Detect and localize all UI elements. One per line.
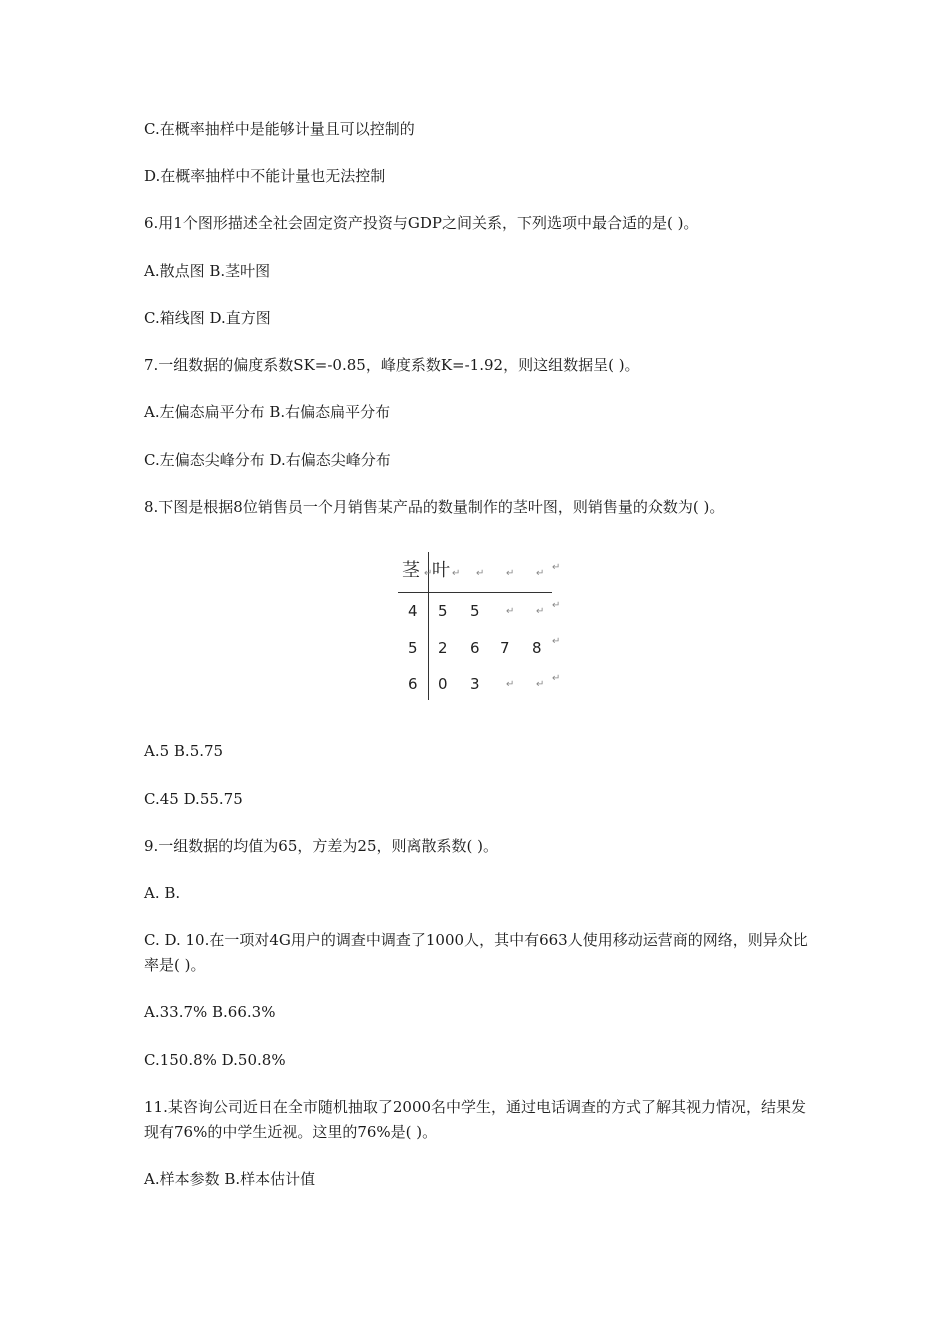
paragraph-mark: ↵ bbox=[452, 568, 461, 579]
options-cd-q10: C.150.8% D.50.8% bbox=[144, 1051, 286, 1069]
leaf-value: 7 bbox=[500, 639, 510, 657]
leaf-value: 5 bbox=[438, 602, 448, 620]
options-ab-q7: A.左偏态扁平分布 B.右偏态扁平分布 bbox=[144, 403, 391, 421]
options-cd-q8: C.45 D.55.75 bbox=[144, 790, 243, 808]
stem-value: 5 bbox=[408, 639, 418, 657]
leaf-value: 8 bbox=[532, 639, 542, 657]
leaf-value: 6 bbox=[470, 639, 480, 657]
stem-header: 茎 bbox=[402, 560, 420, 581]
paragraph-mark: ↵ bbox=[552, 636, 561, 647]
options-ab-q6: A.散点图 B.茎叶图 bbox=[144, 262, 271, 280]
paragraph-mark: ↵ bbox=[552, 562, 561, 573]
paragraph-mark: ↵ bbox=[536, 568, 545, 579]
paragraph-mark: ↵ bbox=[424, 568, 433, 579]
stem-value: 4 bbox=[408, 602, 418, 620]
paragraph-mark: ↵ bbox=[536, 606, 545, 617]
leaf-header: 叶 bbox=[432, 560, 450, 581]
header-divider-line bbox=[398, 592, 552, 593]
options-cd-q7: C.左偏态尖峰分布 D.右偏态尖峰分布 bbox=[144, 451, 391, 469]
question-8: 8.下图是根据8位销售员一个月销售某产品的数量制作的茎叶图，则销售量的众数为( )。 bbox=[144, 498, 725, 516]
question-7: 7.一组数据的偏度系数SK=-0.85，峰度系数K=-1.92，则这组数据呈( )。 bbox=[144, 356, 640, 374]
leaf-value: 2 bbox=[438, 639, 448, 657]
paragraph-mark: ↵ bbox=[552, 673, 561, 684]
paragraph-mark: ↵ bbox=[506, 679, 515, 690]
leaf-value: 3 bbox=[470, 675, 480, 693]
paragraph-mark: ↵ bbox=[506, 568, 515, 579]
option-c-q5: C.在概率抽样中是能够计量且可以控制的 bbox=[144, 120, 415, 138]
paragraph-mark: ↵ bbox=[506, 606, 515, 617]
question-6: 6.用1个图形描述全社会固定资产投资与GDP之间关系，下列选项中最合适的是( )。 bbox=[144, 214, 699, 232]
paragraph-mark: ↵ bbox=[552, 600, 561, 611]
option-d-q5: D.在概率抽样中不能计量也无法控制 bbox=[144, 167, 386, 185]
question-11: 11.某咨询公司近日在全市随机抽取了2000名中学生，通过电话调查的方式了解其视力情况，结果发现有76%的中学生近视。这里的76%是( )。 bbox=[144, 1098, 807, 1141]
options-ab-q8: A.5 B.5.75 bbox=[144, 742, 224, 760]
options-ab-q10: A.33.7% B.66.3% bbox=[144, 1003, 276, 1021]
paragraph-mark: ↵ bbox=[476, 568, 485, 579]
options-ab-q9: A. B. bbox=[144, 884, 181, 902]
stem-leaf-diagram bbox=[398, 552, 568, 702]
stem-value: 6 bbox=[408, 675, 418, 693]
leaf-value: 5 bbox=[470, 602, 480, 620]
options-ab-q11: A.样本参数 B.样本估计值 bbox=[144, 1170, 316, 1188]
paragraph-mark: ↵ bbox=[536, 679, 545, 690]
leaf-value: 0 bbox=[438, 675, 448, 693]
question-9: 9.一组数据的均值为65，方差为25，则离散系数( )。 bbox=[144, 837, 498, 855]
options-cd-q6: C.箱线图 D.直方图 bbox=[144, 309, 271, 327]
question-10: C. D. 10.在一项对4G用户的调查中调查了1000人，其中有663人使用移动运营商的网络，则异众比率是( )。 bbox=[144, 931, 808, 974]
